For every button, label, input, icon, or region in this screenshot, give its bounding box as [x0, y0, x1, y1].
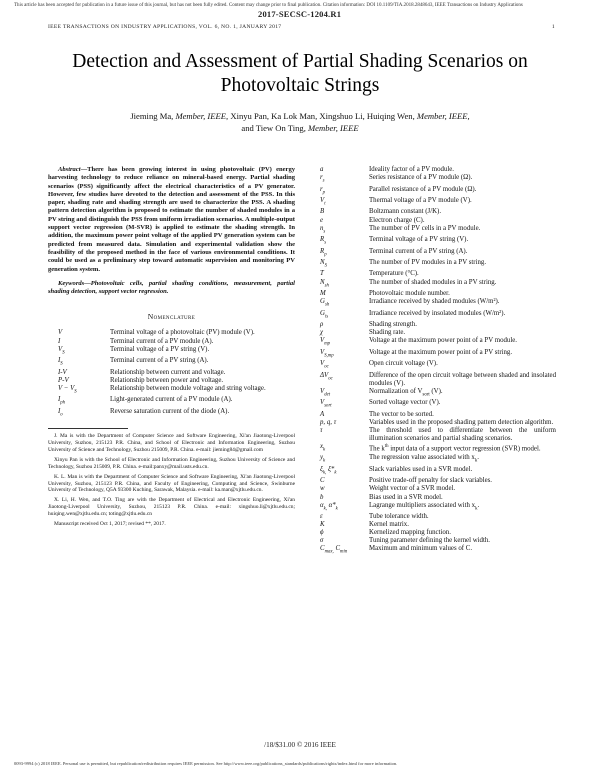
- nomenclature-definition: Difference of the open circuit voltage between shaded and insolated modules (V).: [369, 371, 556, 387]
- nomenclature-entry: [318, 329, 556, 337]
- nomenclature-entry: [318, 298, 556, 309]
- abstract: [48, 166, 295, 274]
- nomenclature-definition: Electron charge (C).: [369, 216, 425, 224]
- abstract-text: —There has been growing interest in using photovoltaic (PV) energy harvesting technology to reduce reliance on mineral-based energy. Partial shading scenarios (PSS) significantly affect the electrical characteristics of a PV generator. However, few studies have devoted to the detection and assessment of the PSS. In this paper, shading rate and shading strength are used to characterize the PSS. A shading pattern detection algorithm is proposed to estimate the number of shaded modules in a PV string and distinguish the PSS from uniform irradiation scenarios. A multiple-output support vector regression (M-SVR) is applied to estimate the shading strength. In addition, the maximum power point voltage of the applied PV generation system can be predicted from measured data. Simulation and experimental validation show the feasibility of the proposed method in the face of various environmental conditions. It could be used as a preliminary step toward automatic supervision and monitoring PV generation system.: [48, 166, 295, 273]
- nomenclature-symbol: $C_{max,}$ $C_{min}$: [320, 545, 348, 555]
- author-list: [60, 110, 540, 134]
- paper-title: Detection and Assessment of Partial Shading Scenarios on Photovoltaic Strings: [72, 51, 528, 96]
- nomenclature-entry: [318, 279, 556, 290]
- nomenclature-symbol: $V_S$: [58, 345, 65, 355]
- nomenclature-entry: [318, 360, 556, 371]
- nomenclature-definition: Boltzmann constant (J/K).: [369, 208, 442, 216]
- nomenclature-entry: [318, 537, 556, 545]
- nomenclature-definition: Terminal current of a PV module (A).: [110, 337, 214, 345]
- nomenclature-definition: Kernel matrix.: [369, 521, 409, 529]
- nomenclature-symbol: V: [58, 329, 63, 337]
- copyright-code: /18/$31.00 © 2016 IEEE: [264, 741, 336, 749]
- nomenclature-list-right: [318, 166, 556, 557]
- nomenclature-entry: [318, 349, 556, 360]
- nomenclature-symbol: χ: [320, 329, 324, 337]
- nomenclature-definition: Relationship between power and voltage.: [110, 376, 224, 384]
- nomenclature-symbol: $V_{mp}$: [320, 337, 331, 347]
- abstract-label: Abstract: [58, 166, 81, 173]
- nomenclature-entry: [48, 369, 295, 377]
- nomenclature-definition: Normalization of $V_{sort}$ (V).: [369, 387, 443, 398]
- footnote: J. Ma is with the Department of Computer Science and Software Engineering, Xi'an Jiaotong-Liverpool University, Suzhou, 215123 P.R. China, and School of Electronic and Information Engineering, Suzhou University of Science and Technology, Suzhou 215009, P.R. China. e-mail: jieming84@gmail.com: [48, 433, 295, 453]
- nomenclature-entry: [48, 408, 295, 419]
- nomenclature-entry: [318, 419, 556, 427]
- keywords: [48, 280, 295, 297]
- nomenclature-symbol: $N_S$: [320, 259, 327, 269]
- nomenclature-definition: Light-generated current of a PV module (A).: [110, 396, 233, 404]
- nomenclature-list-left: [48, 329, 295, 419]
- nomenclature-entry: [318, 399, 556, 410]
- nomenclature-symbol: $x_k$: [320, 443, 326, 453]
- nomenclature-symbol: $\Delta V_{oc}$: [320, 371, 333, 381]
- nomenclature-definition: Sorted voltage vector (V).: [369, 399, 441, 407]
- nomenclature-definition: Positive trade-off penalty for slack variables.: [369, 477, 493, 485]
- copyright-notice: 0093-9994 (c) 2018 IEEE. Personal use is permitted, but republication/redistribution requires IEEE permission. See http://www.ieee.org/publications_standards/publications/rights/index.html for more information.: [14, 761, 398, 766]
- nomenclature-entry: [318, 321, 556, 329]
- nomenclature-definition: Kernelized mapping function.: [369, 529, 451, 537]
- nomenclature-entry: [318, 502, 556, 513]
- nomenclature-entry: [318, 427, 556, 443]
- nomenclature-symbol: I-V: [58, 368, 67, 376]
- nomenclature-entry: [48, 396, 295, 407]
- nomenclature-entry: [318, 372, 556, 388]
- author-name: Xinyu Pan, Ka Lok Man, Xingshuo Li, Huiqing Wen,: [230, 111, 415, 121]
- nomenclature-symbol: ϕ: [320, 529, 324, 537]
- nomenclature-definition: Lagrange multipliers associated with $x_k$.: [369, 501, 480, 512]
- nomenclature-entry: [318, 411, 556, 419]
- page-number: 1: [551, 24, 555, 30]
- nomenclature-definition: Maximum and minimum values of C.: [369, 545, 473, 553]
- nomenclature-entry: [318, 485, 556, 493]
- nomenclature-definition: Terminal current of a PV string (A).: [369, 247, 468, 255]
- nomenclature-symbol: $V_{S,mp}$: [320, 348, 334, 358]
- nomenclature-symbol: $V - V_S$: [58, 384, 77, 395]
- nomenclature-definition: Open circuit voltage (V).: [369, 360, 438, 368]
- nomenclature-definition: Terminal voltage of a PV string (V).: [369, 236, 469, 244]
- nomenclature-symbol: I: [58, 337, 61, 345]
- nomenclature-definition: Shading strength.: [369, 321, 417, 328]
- nomenclature-entry: [318, 248, 556, 259]
- nomenclature-symbol: τ: [320, 426, 323, 434]
- nomenclature-entry: [318, 443, 556, 454]
- journal-line: IEEE TRANSACTIONS ON INDUSTRY APPLICATIONS, VOL. 6, NO. 1, JANUARY 2017: [48, 24, 282, 30]
- footnote: K. L. Man is with the Department of Computer Science and Software Engineering, Xi'an Jiaotong-Liverpool University, Suzhou, 215123 P.R. China, and Faculty of Engineering, Computing and Science, Swinburne University of Technology, Q5A 93300 Kuching, Sarawak, Malaysia. e-mail: ka.man@xjtlu.edu.cn.: [48, 473, 295, 494]
- affiliation-footnotes: [48, 433, 295, 528]
- nomenclature-symbol: B: [320, 208, 325, 216]
- nomenclature-symbol: A: [320, 410, 325, 418]
- author-name: Jieming Ma,: [130, 111, 174, 121]
- nomenclature-definition: The number of PV modules in a PV string.: [369, 259, 487, 266]
- nomenclature-definition: Variables used in the proposed shading pattern detection algorithm.: [369, 418, 554, 426]
- nomenclature-symbol: ε: [320, 513, 323, 521]
- nomenclature-definition: Thermal voltage of a PV module (V).: [369, 197, 472, 204]
- nomenclature-definition: Series resistance of a PV module (Ω).: [369, 174, 473, 182]
- nomenclature-entry: [318, 174, 556, 185]
- nomenclature-definition: Voltage at the maximum power point of a PV string.: [369, 348, 513, 356]
- nomenclature-entry: [318, 466, 556, 477]
- footnote: Xinyu Pan is with the School of Electronic and Information Engineering, Suzhou University of Science and Technology, Suzhou 215009, P.R. China. e-mail:panxy@mail.usts.edu.cn.: [48, 456, 295, 470]
- nomenclature-definition: The number of shaded modules in a PV string.: [369, 278, 497, 286]
- author-role: Member, IEEE,: [416, 111, 470, 121]
- nomenclature-definition: Slack variables used in a SVR model.: [369, 465, 473, 473]
- footnote-divider: [48, 428, 128, 429]
- nomenclature-symbol: $G_{is}$: [320, 309, 329, 319]
- nomenclature-definition: The number of PV cells in a PV module.: [369, 224, 481, 232]
- nomenclature-symbol: $R_s$: [320, 236, 327, 246]
- nomenclature-symbol: $r_s$: [320, 174, 325, 184]
- nomenclature-entry: [318, 388, 556, 399]
- nomenclature-definition: Irradiance received by shaded modules (W/m²).: [369, 298, 500, 306]
- nomenclature-entry: [318, 494, 556, 502]
- nomenclature-symbol: M: [320, 290, 326, 297]
- nomenclature-definition: The threshold used to differentiate between the uniform illumination scenarios and partial shading scenarios.: [369, 426, 556, 442]
- keywords-label: Keywords: [58, 279, 85, 287]
- nomenclature-entry: [318, 521, 556, 529]
- nomenclature-symbol: $I_S$: [58, 357, 63, 367]
- nomenclature-entry: [48, 329, 295, 337]
- left-column: [48, 166, 295, 528]
- nomenclature-symbol: $\xi_{k,}$ $\xi*_k$: [320, 465, 337, 476]
- nomenclature-entry: [318, 270, 556, 278]
- nomenclature-definition: The regression value associated with $x_k$.: [369, 454, 479, 464]
- nomenclature-symbol: $R_p$: [320, 247, 327, 257]
- nomenclature-definition: Weight vector of a SVR model.: [369, 485, 456, 493]
- nomenclature-entry: [48, 385, 295, 396]
- nomenclature-symbol: $V_t$: [320, 197, 326, 207]
- nomenclature-symbol: w: [320, 485, 325, 493]
- nomenclature-symbol: $N_{sh}$: [320, 278, 329, 288]
- nomenclature-definition: The $k^{th}$ input data of a support vector regression (SVR) model.: [369, 444, 541, 453]
- nomenclature-entry: [318, 225, 556, 236]
- nomenclature-symbol: $V_{oc}$: [320, 360, 329, 370]
- nomenclature-definition: Terminal current of a PV string (A).: [110, 357, 209, 365]
- nomenclature-entry: [318, 529, 556, 537]
- nomenclature-symbol: $r_p$: [320, 185, 326, 195]
- nomenclature-definition: Relationship between module voltage and string voltage.: [110, 384, 266, 392]
- nomenclature-entry: [318, 310, 556, 321]
- nomenclature-entry: [318, 236, 556, 247]
- nomenclature-symbol: σ: [320, 537, 324, 545]
- author-name: and Tiew On Ting,: [241, 123, 306, 133]
- nomenclature-definition: Shading rate.: [369, 329, 406, 337]
- nomenclature-definition: Ideality factor of a PV module.: [369, 166, 455, 173]
- nomenclature-entry: [318, 337, 556, 348]
- nomenclature-definition: Reverse saturation current of the diode (A).: [110, 407, 230, 415]
- nomenclature-entry: [318, 186, 556, 197]
- nomenclature-symbol: $I_{ph}$: [58, 396, 66, 406]
- nomenclature-symbol: C: [320, 477, 325, 485]
- nomenclature-definition: Voltage at the maximum power point of a PV module.: [369, 337, 518, 345]
- nomenclature-entry: [318, 454, 556, 465]
- keywords-text: —Photovoltaic cells, partial shading conditions, measurement, partial shading detection, support vector regression.: [48, 279, 295, 296]
- footnote: Manuscript received Oct 1, 2017; revised **, 2017.: [54, 521, 166, 528]
- nomenclature-definition: Tuning parameter defining the kernel width.: [369, 537, 491, 545]
- nomenclature-definition: Terminal voltage of a PV string (V).: [110, 345, 210, 353]
- nomenclature-heading: Nomenclature: [147, 312, 196, 322]
- nomenclature-symbol: a: [320, 166, 324, 173]
- nomenclature-symbol: $I_o$: [58, 407, 63, 417]
- nomenclature-entry: [318, 259, 556, 270]
- nomenclature-definition: Bias used in a SVR model.: [369, 493, 443, 501]
- nomenclature-definition: Temperature (°C).: [369, 270, 419, 278]
- nomenclature-symbol: $n_s$: [320, 224, 326, 234]
- footnote: X. Li, H. Wen, and T.O. Ting are with the Department of Electrical and Electronic Engineering, Xi'an Jiaotong-Liverpool University, Suzhou, 215123 P.R. China. e-mail: xingshuo.li@xjtlu.edu.cn; huiqing.wen@xjtlu.edu.cn; toting@xjtlu.edu.cn: [48, 497, 295, 518]
- nomenclature-entry: [48, 357, 295, 368]
- author-role: Member, IEEE: [308, 123, 359, 133]
- nomenclature-symbol: T: [320, 270, 324, 278]
- nomenclature-definition: Parallel resistance of a PV module (Ω).: [369, 185, 477, 193]
- nomenclature-symbol: $G_{sh}$: [320, 298, 330, 308]
- nomenclature-entry: [318, 477, 556, 485]
- nomenclature-entry: [318, 197, 556, 208]
- nomenclature-entry: [318, 513, 556, 521]
- right-column: [318, 166, 556, 557]
- manuscript-id-stamp: 2017-SECSC-1204.R1: [258, 9, 342, 19]
- nomenclature-entry: [318, 166, 556, 174]
- nomenclature-entry: [48, 338, 295, 346]
- author-role: Member, IEEE,: [175, 111, 229, 121]
- nomenclature-definition: Tube tolerance width.: [369, 513, 429, 521]
- nomenclature-definition: Terminal voltage of a photovoltaic (PV) module (V).: [110, 329, 255, 337]
- nomenclature-definition: Relationship between current and voltage.: [110, 368, 226, 376]
- nomenclature-symbol: e: [320, 216, 324, 224]
- nomenclature-symbol: $V_{sort}$: [320, 399, 332, 409]
- nomenclature-symbol: P-V: [58, 376, 69, 384]
- nomenclature-entry: [48, 346, 295, 357]
- nomenclature-symbol: K: [320, 521, 325, 529]
- nomenclature-entry: [318, 208, 556, 216]
- nomenclature-entry: [318, 290, 556, 298]
- publication-notice: This article has been accepted for publication in a future issue of this journal, but has not been fully edited. Content may change prior to final publication. Citation information: DOI 10.1109/TIA.2018.2848643, IEEE Transactions on Industry Applications: [14, 3, 523, 8]
- nomenclature-symbol: $y_k$: [320, 454, 326, 464]
- nomenclature-definition: Photovoltaic module number.: [369, 290, 450, 297]
- running-header: [48, 24, 555, 30]
- nomenclature-symbol: $\alpha_{k,}$ $\alpha*_k$: [320, 501, 338, 512]
- nomenclature-entry: [318, 545, 556, 556]
- nomenclature-entry: [48, 377, 295, 385]
- nomenclature-symbol: $V_{det}$: [320, 387, 331, 398]
- nomenclature-entry: [318, 217, 556, 225]
- nomenclature-symbol: p, q, τ: [320, 418, 337, 426]
- nomenclature-symbol: ρ: [320, 321, 324, 328]
- nomenclature-definition: Irradiance received by insolated modules (W/m²).: [369, 309, 506, 317]
- nomenclature-definition: The vector to be sorted.: [369, 410, 434, 418]
- nomenclature-symbol: b: [320, 493, 324, 501]
